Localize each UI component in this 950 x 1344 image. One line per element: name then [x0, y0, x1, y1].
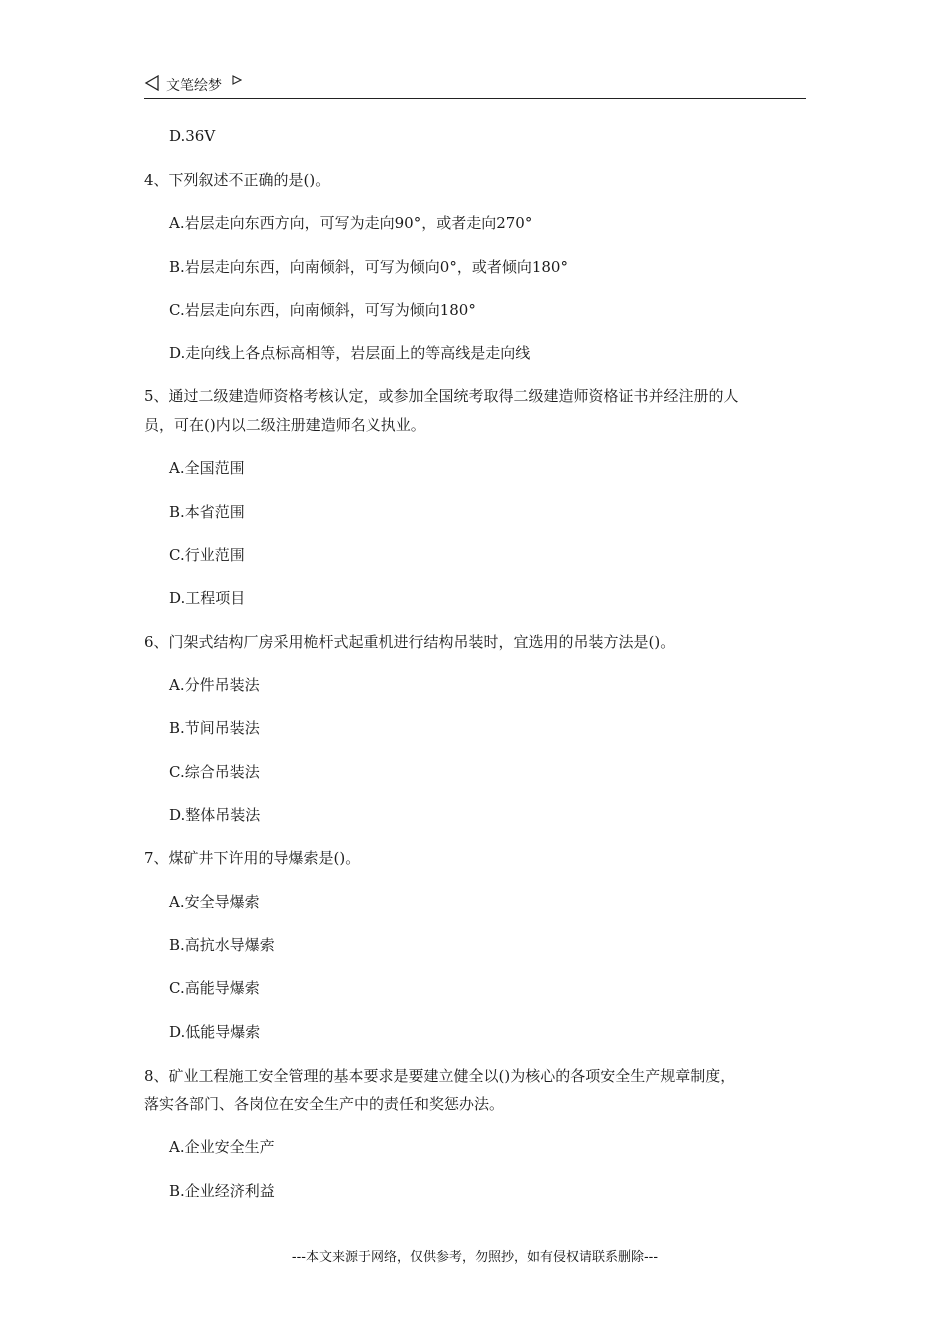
question-line: 落实各部门、各岗位在安全生产中的责任和奖惩办法。	[144, 1095, 505, 1113]
triangle-right-icon	[232, 75, 242, 85]
option-line: C.综合吊装法	[169, 763, 260, 781]
option-line: B.高抗水导爆索	[169, 936, 275, 954]
question-line: 5、通过二级建造师资格考核认定，或参加全国统考取得二级建造师资格证书并经注册的人	[144, 387, 739, 405]
option-line: B.企业经济利益	[169, 1182, 275, 1200]
option-line: A.全国范围	[169, 459, 245, 477]
option-line: C.行业范围	[169, 546, 245, 564]
option-line: D.走向线上各点标高相等，岩层面上的等高线是走向线	[169, 344, 531, 362]
footer-disclaimer: ---本文来源于网络，仅供参考，勿照抄，如有侵权请联系删除---	[291, 1250, 659, 1265]
question-line: 7、煤矿井下许用的导爆索是()。	[144, 849, 361, 867]
question-line: 4、下列叙述不正确的是()。	[144, 171, 331, 189]
option-line: B.岩层走向东西，向南倾斜，可写为倾向0°，或者倾向180°	[169, 258, 568, 276]
question-line: 8、矿业工程施工安全管理的基本要求是要建立健全以()为核心的各项安全生产规章制度，	[144, 1067, 736, 1085]
question-line: 6、门架式结构厂房采用桅杆式起重机进行结构吊装时，宜选用的吊装方法是()。	[144, 633, 676, 651]
triangle-left-icon	[144, 75, 160, 91]
option-line: B.节间吊装法	[169, 719, 260, 737]
option-line: A.岩层走向东西方向，可写为走向90°，或者走向270°	[169, 214, 533, 232]
header-brand: 文笔绘梦	[166, 78, 222, 94]
option-line: D.工程项目	[169, 589, 246, 607]
page-header	[144, 72, 806, 99]
option-line: B.本省范围	[169, 503, 245, 521]
option-line: C.高能导爆索	[169, 979, 260, 997]
question-line: 员，可在()内以二级注册建造师名义执业。	[144, 416, 426, 434]
option-line: A.安全导爆索	[169, 893, 260, 911]
option-line: D.低能导爆索	[169, 1023, 261, 1041]
option-line: C.岩层走向东西，向南倾斜，可写为倾向180°	[169, 301, 476, 319]
option-line: D.整体吊装法	[169, 806, 261, 824]
option-line: D.36V	[169, 127, 216, 145]
option-line: A.企业安全生产	[169, 1138, 275, 1156]
option-line: A.分件吊装法	[169, 676, 260, 694]
